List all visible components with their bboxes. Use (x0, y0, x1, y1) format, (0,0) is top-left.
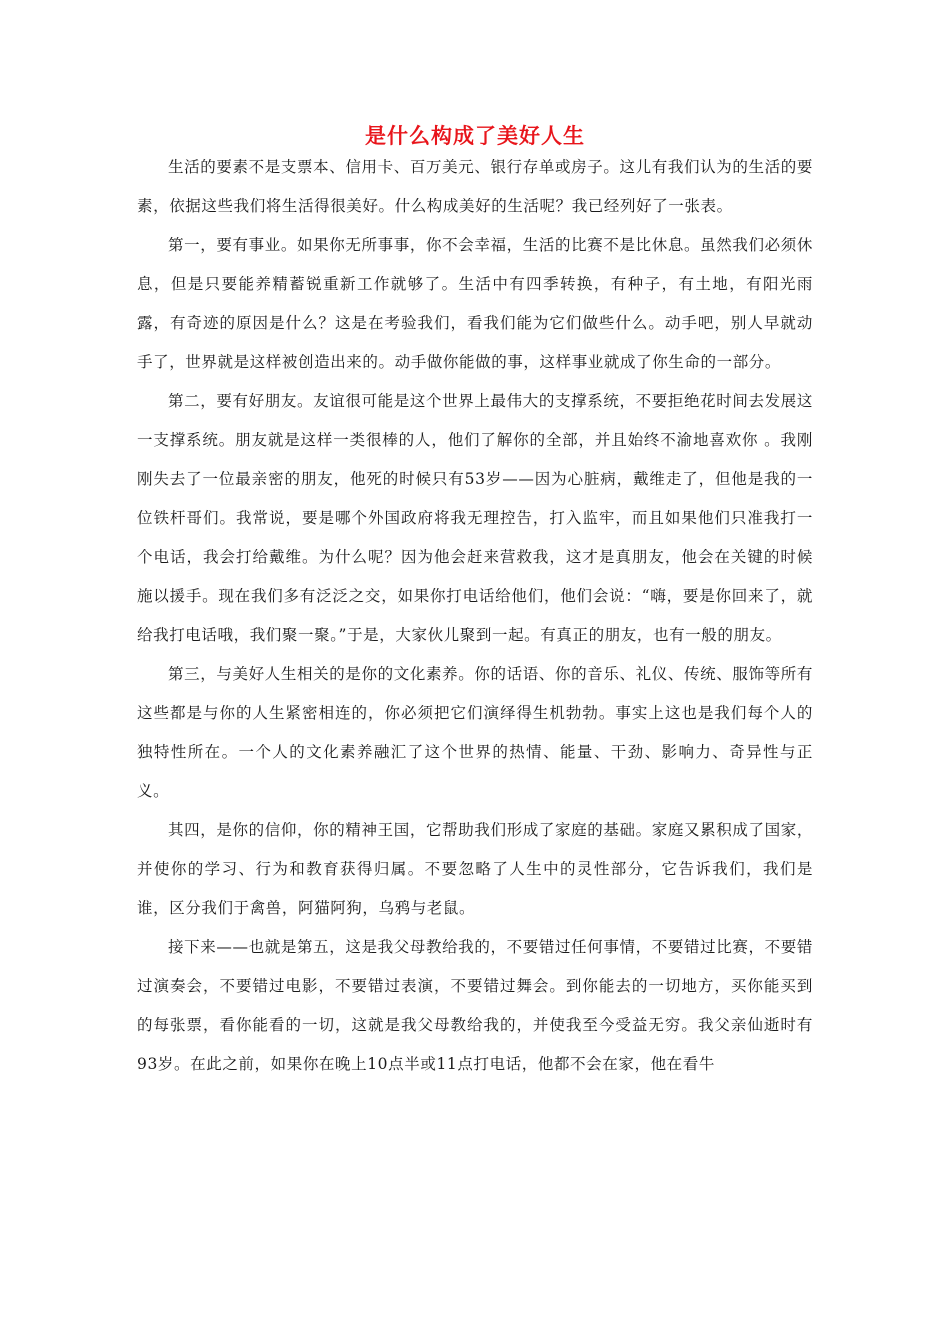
paragraph-faith: 其四，是你的信仰，你的精神王国，它帮助我们形成了家庭的基础。家庭又累积成了国家，并使你的学习、行为和教育获得归属。不要忽略了人生中的灵性部分，它告诉我们，我们是谁，区分我们于禽兽，阿猫阿狗，乌鸦与老鼠。 (137, 821, 813, 917)
paragraph-culture: 第三，与美好人生相关的是你的文化素养。你的话语、你的音乐、礼仪、传统、服饰等所有这些都是与你的人生紧密相连的，你必须把它们演绎得生机勃勃。事实上这也是我们每个人的独特性所在。一个人的文化素养融汇了这个世界的热情、能量、干劲、影响力、奇异性与正义。 (137, 665, 813, 800)
paragraph-career: 第一，要有事业。如果你无所事事，你不会幸福，生活的比赛不是比休息。虽然我们必须休息，但是只要能养精蓄锐重新工作就够了。生活中有四季转换，有种子，有土地，有阳光雨露，有奇迹的原因是什么？这是在考验我们，看我们能为它们做些什么。动手吧，别人早就动手了，世界就是这样被创造出来的。动手做你能做的事，这样事业就成了你生命的一部分。 (137, 236, 813, 371)
document-title: 是什么构成了美好人生 (365, 124, 585, 148)
paragraph-friends: 第二，要有好朋友。友谊很可能是这个世界上最伟大的支撑系统，不要拒绝花时间去发展这一支撑系统。朋友就是这样一类很棒的人，他们了解你的全部，并且始终不渝地喜欢你 。我刚刚失去了一位最亲密的朋友，他死的时候只有53岁——因为心脏病，戴维走了，但他是我的一位铁杆哥们。我常说，要是哪个外国政府将我无理控告，打入监牢，而且如果他们只准我打一个电话，我会打给戴维。为什么呢？因为他会赶来营救我，这才是真朋友，他会在关键的时候施以援手。现在我们多有泛泛之交，如果你打电话给他们，他们会说：“嗨，要是你回来了，就给我打电话哦，我们聚一聚。”于是，大家伙儿聚到一起。有真正的朋友，也有一般的朋友。 (137, 392, 813, 644)
paragraph-intro: 生活的要素不是支票本、信用卡、百万美元、银行存单或房子。这儿有我们认为的生活的要素，依据这些我们将生活得很美好。什么构成美好的生活呢？我已经列好了一张表。 (137, 158, 813, 215)
document-body (137, 148, 813, 1084)
paragraph-experiences: 接下来——也就是第五，这是我父母教给我的，不要错过任何事情，不要错过比赛，不要错过演奏会，不要错过电影，不要错过表演，不要错过舞会。到你能去的一切地方，买你能买到的每张票，看你能看的一切，这就是我父母教给我的，并使我至今受益无穷。我父亲仙逝时有93岁。在此之前，如果你在晚上10点半或11点打电话，他都不会在家，他在看牛 (137, 938, 813, 1073)
